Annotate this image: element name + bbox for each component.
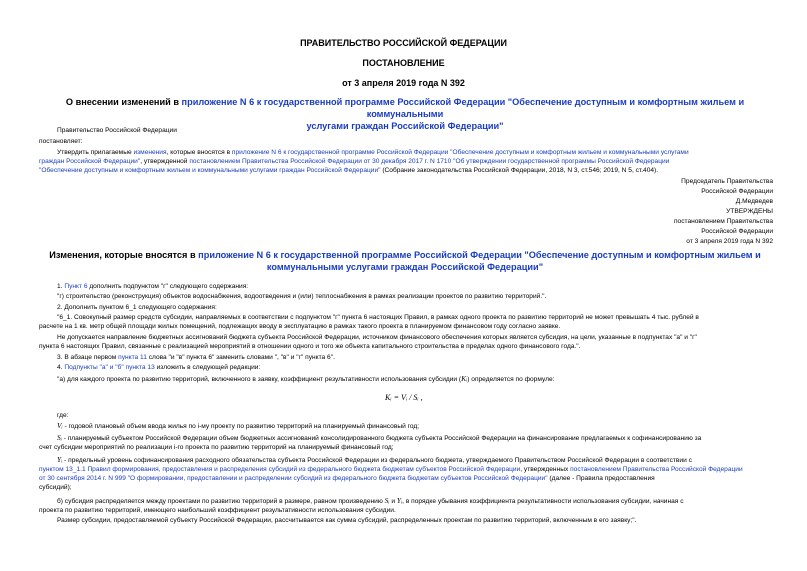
def-y-cont-3: субсидий);	[39, 484, 72, 491]
item-4-num: 4.	[57, 364, 65, 371]
rules-link[interactable]: пунктом 13_1.1 Правил формирования, предоставления и распределения субсидий из федерального бюджета бюджетам субъектов Российской Федерации	[39, 466, 521, 473]
s-symbol: Sᵢ	[57, 433, 62, 442]
appendix-link-cont[interactable]: граждан Российской Федерации"	[39, 158, 141, 165]
item-4-a-text: "а) для каждого проекта по развитию территорий, включенного в заявку, коэффициент результативности использования субсидии (	[57, 376, 462, 383]
resolution-999-link[interactable]: от 30 сентября 2014 г. N 999 "О формировании, предоставлении и распределении субсидий из федерального бюджета бюджетам субъектов Российской Федерации"	[39, 475, 548, 482]
item-1-text: дополнить подпунктом "г" следующего содержания:	[87, 283, 249, 290]
def-s-text: - планируемый субъектом Российской Федерации объем бюджетных ассигнований консолидированного бюджета субъекта Российской Федерации на финансирование предлагаемых к софинансированию за	[61, 435, 702, 442]
intro-line-4	[39, 157, 669, 166]
item-2-content-3: Не допускается направление бюджетных ассигнований бюджета субъекта Российской Федерации, источником финансового обеспечения которых является субсидия, на цели, указанные в подпунктах "а" и "г"	[57, 334, 697, 341]
item-2-content-1: "6_1. Совокупный размер средств субсидии, направляемых в соответствии с подпунктом "г" пункта 6 настоящих Правил, в рамках одного проекта по развитию территорий не может превышать 4 тыс. рублей в	[57, 314, 699, 321]
item-4-text: изложить в следующей редакции:	[154, 364, 261, 371]
item-4-b-text-a: б) субсидия распределяется между проектами по развитию территорий в размере, равном произведению	[57, 498, 385, 505]
formula: Kᵢ = Vᵢ / Sᵢ ,	[385, 393, 423, 402]
item-4-b	[57, 496, 684, 506]
changes-title-link-line2[interactable]: коммунальными услугами граждан Российской Федерации"	[266, 262, 544, 272]
y-symbol-2: Yᵢ	[396, 496, 403, 505]
approved-label: УТВЕРЖДЕНЫ	[726, 208, 773, 215]
item-4-b-text-b: , в порядке убывания коэффициента результативности использования субсидии, начиная с	[402, 498, 684, 505]
signature-name: Д.Медведев	[735, 198, 773, 205]
item-3-text-a: 3. В абзаце первом	[57, 354, 119, 361]
def-y-text: - предельный уровень софинансирования расходного обязательства субъекта Российской Федерации из федерального бюджета, утверждаемого Правительством Российской Федерации в соответствии с	[62, 457, 692, 464]
item-1-num: 1.	[57, 283, 65, 290]
item-2-content-4: пункта 6 настоящих Правил, связанные с реализацией мероприятий в отношении одного и того же объекта капитального строительства в пределах одного финансового года.".	[39, 343, 581, 350]
government-resolution-link[interactable]: постановлением Правительства Российской Федерации	[570, 466, 743, 473]
signature-title: Председатель Правительства	[681, 178, 773, 185]
title-link[interactable]: приложение N 6 к государственной программе Российской Федерации "Обеспечение доступным и комфортным жильем и коммунальными	[181, 97, 745, 119]
item-4-b-and: и	[389, 498, 397, 505]
approved-by: постановлением Правительства	[673, 218, 773, 225]
intro-text-d: (Собрание законодательства Российской Федерации, 2018, N 3, ст.546; 2019, N 5, ст.404).	[380, 167, 659, 174]
subsidy-size: Размер субсидии, предоставляемой субъекту Российской Федерации, рассчитывается как сумма субсидий, распределенных проектам по развитию территорий, включенным в его заявку;".	[57, 517, 637, 524]
appendix-link[interactable]: приложение N 6 к государственной программе Российской Федерации "Обеспечение доступным и комфортным жильем и коммунальными услугами	[231, 149, 689, 156]
signature-country: Российской Федерации	[701, 188, 773, 195]
def-y-text-b: , утвержденных	[520, 466, 571, 473]
item-2: 2. Дополнить пунктом 6_1 следующего содержания:	[57, 304, 217, 311]
item-1-content: "г) строительство (реконструкция) объектов водоснабжения, водоотведения и (или) теплоснабжения в рамках реализации проектов по развитию территорий.".	[57, 293, 547, 300]
def-s	[57, 433, 701, 443]
item-4-b-cont: проекта по развитию территорий, имеющего наибольший коэффициент результативности использования субсидии.	[39, 507, 396, 514]
def-y-cont-1	[39, 465, 743, 474]
item-1	[57, 282, 248, 291]
intro-text-c: , утвержденной	[140, 158, 190, 165]
point-6-link[interactable]: Пункт 6	[64, 283, 88, 290]
def-y-text-c: (далее - Правила предоставления	[547, 475, 655, 482]
intro-line-2: постановляет:	[39, 138, 83, 145]
government-name: ПРАВИТЕЛЬСТВО РОССИЙСКОЙ ФЕДЕРАЦИИ	[300, 38, 507, 48]
intro-text-a: Утвердить прилагаемые	[57, 149, 134, 156]
item-4-a-text-b: ) определяется по формуле:	[467, 376, 555, 383]
y-symbol: Yᵢ	[57, 455, 63, 464]
doc-type: ПОСТАНОВЛЕНИЕ	[362, 58, 445, 68]
changes-title-link[interactable]: приложение N 6 к государственной программе Российской Федерации "Обеспечение доступным и комфортным жильем и	[198, 250, 761, 260]
intro-line-1: Правительство Российской Федерации	[57, 127, 177, 134]
item-4-a	[57, 374, 554, 384]
date-number: от 3 апреля 2019 года N 392	[342, 78, 465, 88]
item-3	[57, 353, 335, 362]
intro-text-b: , которые вносятся в	[166, 149, 232, 156]
v-symbol: Vᵢ	[57, 421, 63, 430]
point-11-link[interactable]: пункта 11	[118, 354, 147, 361]
item-3-text-b: слова "и "в" пункта 6" заменить словами ", "в" и "г" пункта 6".	[146, 354, 335, 361]
changes-link[interactable]: изменения	[133, 149, 167, 156]
title-link-line2[interactable]: услугами граждан Российской Федерации"	[306, 121, 504, 131]
s-symbol-2: Sᵢ	[384, 496, 390, 505]
def-v-text: - годовой плановый объем ввода жилья по i-му проекту по развитию территорий на планируемый финансовый год;	[62, 423, 420, 430]
item-2-content-2: расчете на 1 кв. метр общей площади жилых помещений, подлежащих вводу в эксплуатацию в рамках такого проекта в планируемом финансовом году согласно заявке.	[39, 323, 561, 330]
where-label: где:	[57, 412, 69, 419]
program-link[interactable]: "Обеспечение доступным и комфортным жильем и коммунальными услугами граждан Российской Федерации"	[39, 167, 381, 174]
coefficient-symbol: Kᵢ	[461, 374, 468, 383]
def-s-cont: счет субсидии мероприятий по реализации i-го проекта по развитию территорий на планируемый финансовый год;	[39, 444, 394, 451]
changes-title	[30, 249, 780, 273]
approved-date: от 3 апреля 2019 года N 392	[686, 238, 773, 245]
item-4	[57, 363, 260, 372]
title-prefix: О внесении изменений в	[65, 97, 182, 107]
point-13-link[interactable]: Подпункты "а" и "б" пункта 13	[64, 364, 155, 371]
def-v	[57, 421, 419, 431]
intro-line-5	[39, 166, 658, 175]
changes-title-prefix: Изменения, которые вносятся в	[49, 250, 199, 260]
resolution-link[interactable]: постановлением Правительства Российской Федерации от 30 декабря 2017 г. N 1710 "Об утверждении государственной программы Российской Федерации	[189, 158, 670, 165]
def-y	[57, 455, 692, 465]
intro-line-3	[57, 148, 689, 157]
approved-country: Российской Федерации	[701, 228, 773, 235]
def-y-cont-2	[39, 474, 655, 483]
